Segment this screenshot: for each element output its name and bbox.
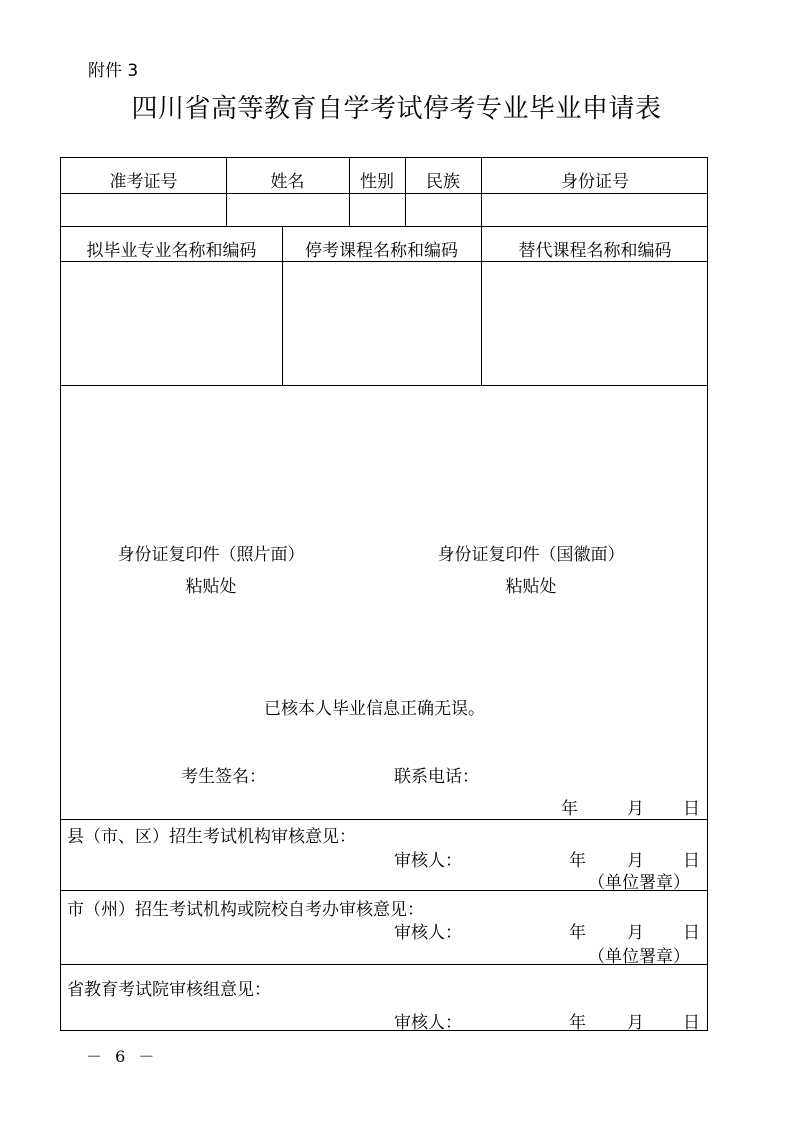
date-month: 月 <box>627 851 644 871</box>
row-divider <box>61 261 707 262</box>
province-review-label: 省教育考试院审核组意见： <box>67 980 271 1000</box>
contact-phone-label: 联系电话： <box>394 767 479 787</box>
city-reviewer-label: 审核人： <box>394 923 462 943</box>
attachment-label: 附件 3 <box>88 61 139 81</box>
application-form-table <box>60 157 708 1031</box>
id-number-header: 身份证号 <box>561 172 629 192</box>
id-photo-side-paste-label: 粘贴处 <box>185 577 237 597</box>
date-year: 年 <box>561 799 578 819</box>
substitute-course-header: 替代课程名称和编码 <box>518 241 672 261</box>
exam-number-header: 准考证号 <box>109 172 178 192</box>
row-divider <box>61 226 707 227</box>
candidate-signature-label: 考生签名： <box>181 767 266 787</box>
id-photo-side-label: 身份证复印件（照片面） <box>117 545 305 565</box>
date-month: 月 <box>627 923 644 943</box>
seal-note: （单位署章） <box>588 873 690 893</box>
date-year: 年 <box>569 1013 586 1033</box>
county-review-label: 县（市、区）招生考试机构审核意见： <box>67 827 356 847</box>
page-title: 四川省高等教育自学考试停考专业毕业申请表 <box>131 94 662 124</box>
date-month: 月 <box>627 1013 644 1033</box>
date-day: 日 <box>683 923 700 943</box>
page-number: － 6 － <box>86 1047 159 1066</box>
seal-note: （单位署章） <box>588 947 690 967</box>
row-divider <box>61 385 707 386</box>
discontinued-course-header: 停考课程名称和编码 <box>305 241 458 261</box>
date-day: 日 <box>683 851 700 871</box>
ethnicity-header: 民族 <box>426 172 460 192</box>
city-review-label: 市（州）招生考试机构或院校自考办审核意见： <box>67 900 424 920</box>
date-day: 日 <box>683 1013 700 1033</box>
row-divider <box>61 819 707 820</box>
id-emblem-side-paste-label: 粘贴处 <box>505 577 557 597</box>
verification-statement: 已核本人毕业信息正确无误。 <box>264 699 485 719</box>
date-day: 日 <box>683 799 700 819</box>
name-header: 姓名 <box>270 172 305 192</box>
date-month: 月 <box>627 799 644 819</box>
date-year: 年 <box>569 923 586 943</box>
gender-header: 性别 <box>360 172 394 192</box>
county-reviewer-label: 审核人： <box>394 851 462 871</box>
row-divider <box>61 193 707 194</box>
date-year: 年 <box>569 851 586 871</box>
province-reviewer-label: 审核人： <box>394 1013 462 1033</box>
id-emblem-side-label: 身份证复印件（国徽面） <box>437 545 625 565</box>
intended-major-header: 拟毕业专业名称和编码 <box>86 241 257 261</box>
